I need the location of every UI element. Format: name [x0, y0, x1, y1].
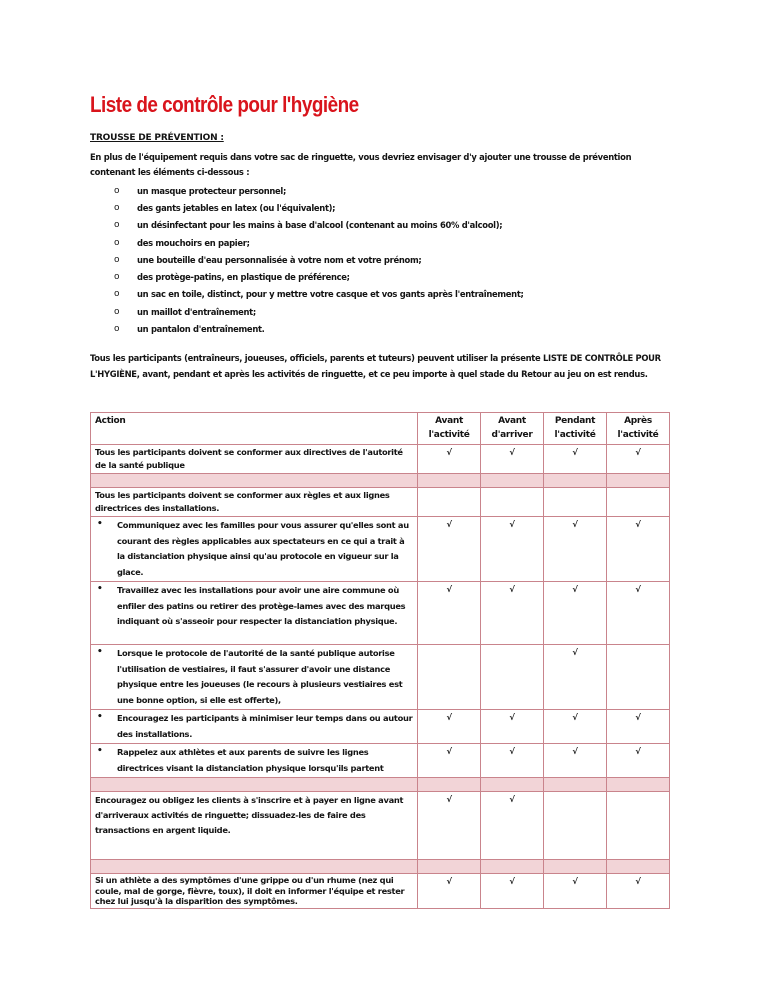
table-header-row [91, 413, 670, 445]
list-item: o une bouteille d'eau personnalisée à votre nom et votre prénom; [114, 254, 422, 265]
check-icon [606, 488, 669, 517]
check-icon: √ [418, 744, 481, 778]
check-icon [544, 488, 607, 517]
check-icon: √ [606, 445, 669, 474]
action-text: Si un athlète a des symptômes d'une grippe ou d'un rhume (nez qui coule, mal de gorge, fièvre, toux), il doit en informer l'équipe et rester chez lui jusqu'à la disparition des symptômes. [91, 874, 418, 909]
check-icon [606, 645, 669, 710]
check-icon: √ [544, 517, 607, 582]
list-item: o un désinfectant pour les mains à base d'alcool (contenant au moins 60% d'alcool); [114, 220, 503, 231]
list-item: o un pantalon d'entraînement. [114, 324, 265, 335]
check-icon: √ [418, 582, 481, 645]
check-icon: √ [544, 445, 607, 474]
header-after-activity: Après l'activité [606, 413, 669, 445]
check-icon: √ [481, 874, 544, 909]
check-icon: √ [481, 744, 544, 778]
action-text: Tous les participants doivent se conformer aux règles et aux lignes directrices des installations. [91, 488, 418, 517]
table-row [91, 445, 670, 474]
check-icon: √ [418, 710, 481, 744]
table-row [91, 517, 670, 582]
check-icon: √ [544, 582, 607, 645]
list-item: o un maillot d'entraînement; [114, 306, 256, 317]
table-spacer-row [91, 474, 670, 488]
intro-text: En plus de l'équipement requis dans votre sac de ringuette, vous devriez envisager d'y ajouter une trousse de prévention contenant les éléments ci-dessous : [90, 152, 632, 177]
check-icon: √ [418, 874, 481, 909]
circle-bullet-icon: o [114, 237, 120, 248]
list-item: o des protège-patins, en plastique de préférence; [114, 272, 350, 283]
action-text: Rappelez aux athlètes et aux parents de suivre les lignes directrices visant la distanciation physique lorsqu'ils partent [117, 747, 384, 773]
check-icon: √ [481, 582, 544, 645]
list-item: o des gants jetables en latex (ou l'équivalent); [114, 202, 336, 213]
check-icon [418, 488, 481, 517]
check-icon [544, 792, 607, 860]
check-icon: √ [418, 517, 481, 582]
table-row [91, 488, 670, 517]
table-row [91, 792, 670, 860]
bullet-icon: • [97, 647, 103, 657]
hygiene-checklist-table [90, 412, 670, 909]
check-icon: √ [418, 792, 481, 860]
check-icon: √ [481, 445, 544, 474]
table-spacer-row [91, 778, 670, 792]
section-heading: TROUSSE DE PRÉVENTION : [90, 133, 224, 143]
check-icon: √ [481, 517, 544, 582]
bullet-icon: • [97, 519, 103, 529]
circle-bullet-icon: o [114, 289, 120, 300]
circle-bullet-icon: o [114, 185, 120, 196]
header-before-arriving: Avant d'arriver [481, 413, 544, 445]
header-during-activity: Pendant l'activité [544, 413, 607, 445]
usage-paragraph: Tous les participants (entraîneurs, joueuses, officiels, parents et tuteurs) peuvent utiliser la présente LISTE DE CONTRÔLE POUR L'HYGIÈNE, avant, pendant et après les activités de ringuette, et ce peu importe à quel stade du Retour au jeu on est rendus. [90, 353, 661, 379]
table-row [91, 710, 670, 744]
check-icon: √ [544, 645, 607, 710]
check-icon [481, 645, 544, 710]
circle-bullet-icon: o [114, 220, 120, 231]
prevention-kit-list [114, 182, 524, 338]
check-icon: √ [544, 710, 607, 744]
action-text: Encouragez ou obligez les clients à s'inscrire et à payer en ligne avant d'arriveraux activités de ringuette; dissuadez-les de faire des transactions en argent liquide. [91, 792, 418, 860]
check-icon [418, 645, 481, 710]
table-row [91, 582, 670, 645]
action-text: Lorsque le protocole de l'autorité de la santé publique autorise l'utilisation de vestiaires, il faut s'assurer d'avoir une distance physique entre les joueuses (le recours à plusieurs vestiaires est une bonne option, si elle est offerte), [117, 648, 403, 705]
bullet-icon: • [97, 712, 103, 722]
circle-bullet-icon: o [114, 306, 120, 317]
circle-bullet-icon: o [114, 202, 120, 213]
action-text: Travaillez avec les installations pour avoir une aire commune où enfiler des patins ou retirer des protège-lames avec des marques indiquant où s'asseoir pour respecter la distanciation physique. [117, 585, 406, 626]
circle-bullet-icon: o [114, 272, 120, 283]
check-icon: √ [481, 792, 544, 860]
check-icon: √ [606, 582, 669, 645]
circle-bullet-icon: o [114, 254, 120, 265]
circle-bullet-icon: o [114, 324, 120, 335]
bullet-icon: • [97, 746, 103, 756]
check-icon: √ [544, 874, 607, 909]
action-text: Encouragez les participants à minimiser leur temps dans ou autour des installations. [117, 713, 413, 739]
check-icon: √ [606, 744, 669, 778]
check-icon: √ [481, 710, 544, 744]
list-item: o un masque protecteur personnel; [114, 185, 287, 196]
check-icon: √ [544, 744, 607, 778]
table-spacer-row [91, 860, 670, 874]
action-text: Tous les participants doivent se conformer aux directives de l'autorité de la santé publique [91, 445, 418, 474]
check-icon [606, 792, 669, 860]
table-row [91, 645, 670, 710]
table-row [91, 874, 670, 909]
action-text: Communiquez avec les familles pour vous assurer qu'elles sont au courant des règles applicables aux spectateurs en ce qui a trait à la distanciation physique ainsi qu'au protocole en vigueur sur la glace. [117, 520, 409, 577]
check-icon: √ [606, 517, 669, 582]
document-title: Liste de contrôle pour l'hygiène [90, 92, 359, 117]
check-icon: √ [606, 874, 669, 909]
header-before-activity: Avant l'activité [418, 413, 481, 445]
check-icon: √ [606, 710, 669, 744]
check-icon [481, 488, 544, 517]
list-item: o un sac en toile, distinct, pour y mettre votre casque et vos gants après l'entraînement; [114, 289, 524, 300]
table-row [91, 744, 670, 778]
list-item: o des mouchoirs en papier; [114, 237, 250, 248]
header-action: Action [91, 413, 418, 445]
bullet-icon: • [97, 584, 103, 594]
check-icon: √ [418, 445, 481, 474]
